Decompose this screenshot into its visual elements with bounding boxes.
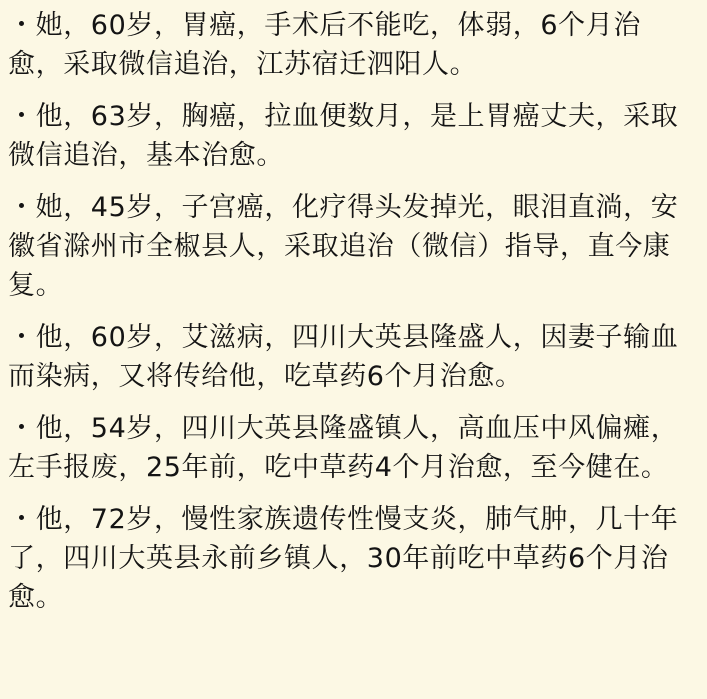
case-entry [8,409,699,487]
text-line: ・他，54岁，四川大英县隆盛镇人，高血压中风偏瘫， [8,413,679,444]
case-entry [8,500,699,617]
text-line: 愈。 [8,582,64,613]
text-line: 徽省滁州市全椒县人，采取追治（微信）指导，直今康 [8,231,671,262]
text-line: 愈，采取微信追治，江苏宿迁泗阳人。 [8,49,478,80]
text-line: 而染病，又将传给他，吃草药6个月治愈。 [8,361,523,392]
text-line: ・他，63岁，胸癌，拉血便数月，是上胃癌丈夫，采取 [8,101,679,132]
text-line: ・她，60岁，胃癌，手术后不能吃，体弱，6个月治 [8,10,641,41]
text-line: 了，四川大英县永前乡镇人，30年前吃中草药6个月治 [8,543,669,574]
case-entry [8,188,699,305]
case-entry [8,318,699,396]
text-line: ・他，60岁，艾滋病，四川大英县隆盛人，因妻子输血 [8,322,679,353]
text-line: 微信追治，基本治愈。 [8,140,284,171]
text-line: 左手报废，25年前，吃中草药4个月治愈，至今健在。 [8,452,669,483]
case-entry [8,6,699,84]
text-line: ・她，45岁，子宫癌，化疗得头发掉光，眼泪直淌，安 [8,192,679,223]
case-entry [8,97,699,175]
text-line: 复。 [8,270,64,301]
text-line: ・他，72岁，慢性家族遗传性慢支炎，肺气肿，几十年 [8,504,679,535]
